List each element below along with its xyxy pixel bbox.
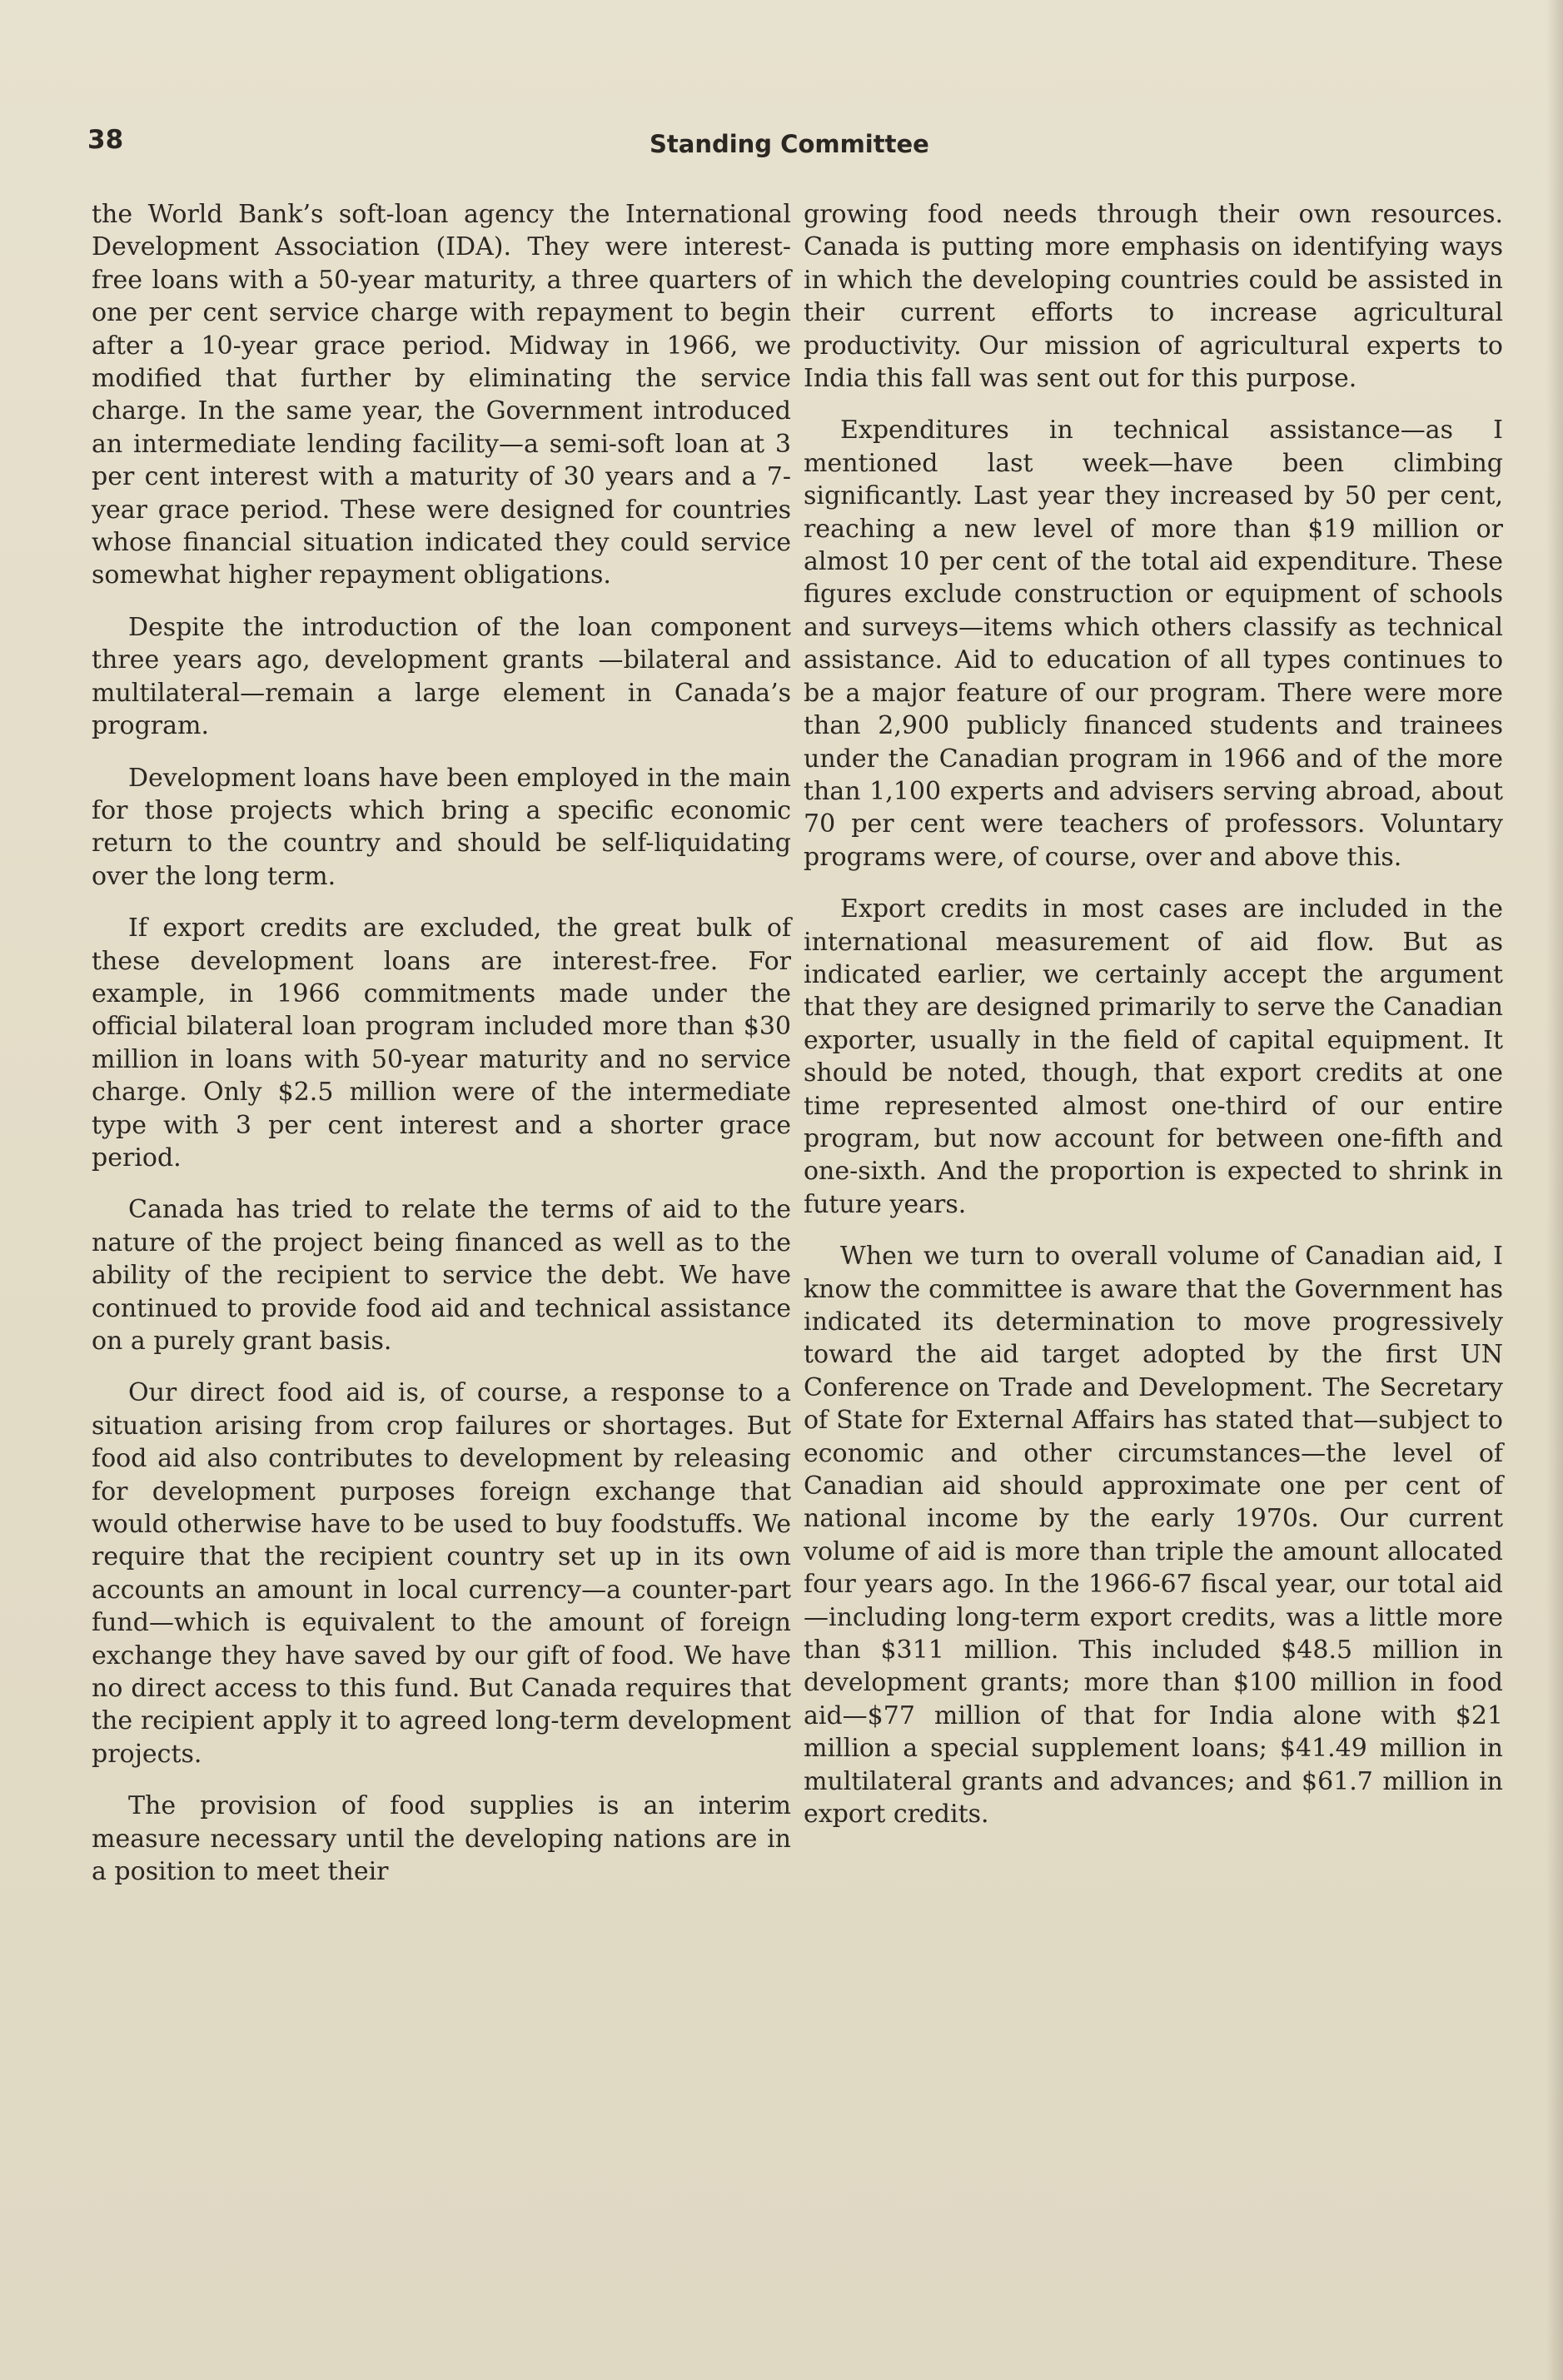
- left-column: [92, 198, 791, 1908]
- paragraph: Canada has tried to relate the terms of aid to the nature of the project being financed as well as to the ability of the recipient to service the debt. We have continued to provide food aid and technical assistance on a purely grant basis.: [92, 1195, 791, 1356]
- paragraph: Expenditures in technical assistance—as I mentioned last week—have been climbing significantly. Last year they increased by 50 per cent, reaching a new level of more than $19 million or almost 10 per cent of the total aid expenditure. These figures exclude construction or equipment of schools and surveys—items which others classify as technical assistance. Aid to education of all types continues to be a major feature of our program. There were more than 2,900 publicly financed students and trainees under the Canadian program in 1966 and of the more than 1,100 experts and advisers serving abroad, about 70 per cent were teachers of professors. Voluntary programs were, of course, over and above this.: [804, 416, 1503, 872]
- paragraph: Our direct food aid is, of course, a response to a situation arising from crop failures or shortages. But food aid also contributes to development by releasing for development purposes foreign exchange that would otherwise have to be used to buy foodstuffs. We require that the recipient country set up in its own accounts an amount in local currency—a counter-part fund—which is equivalent to the amount of foreign exchange they have saved by our gift of food. We have no direct access to this fund. But Canada requires that the recipient apply it to agreed long-term development projects.: [92, 1378, 791, 1769]
- paragraph: growing food needs through their own resources. Canada is putting more emphasis on identifying ways in which the developing countries could be assisted in their current efforts to increase agricultural productivity. Our mission of agricultural experts to India this fall was sent out for this purpose.: [804, 200, 1503, 394]
- running-head: Standing Committee: [650, 130, 929, 158]
- page-number: 38: [87, 125, 124, 155]
- page-edge-shadow: [1546, 0, 1563, 2380]
- paragraph: the World Bank’s soft-loan agency the International Development Association (IDA). They were interest-free loans with a 50-year maturity, a three quarters of one per cent service charge with repayment to begin after a 10-year grace period. Midway in 1966, we modified that further by eliminating the service charge. In the same year, the Government introduced an intermediate lending facility—a semi-soft loan at 3 per cent interest with a maturity of 30 years and a 7-year grace period. These were designed for countries whose financial situation indicated they could service somewhat higher repayment obligations.: [92, 200, 791, 590]
- paragraph: Despite the introduction of the loan component three years ago, development grants —bilateral and multilateral—remain a large element in Canada’s program.: [92, 612, 791, 741]
- paragraph: When we turn to overall volume of Canadian aid, I know the committee is aware that the Government has indicated its determination to move progressively toward the aid target adopted by the first UN Conference on Trade and Development. The Secretary of State for External Affairs has stated that—subject to economic and other circumstances—the level of Canadian aid should approximate one per cent of national income by the early 1970s. Our current volume of aid is more than triple the amount allocated four years ago. In the 1966-67 fiscal year, our total aid—including long-term export credits, was a little more than $311 million. This included $48.5 million in development grants; more than $100 million in food aid—$77 million of that for India alone with $21 million a special supplement loans; $41.49 million in multilateral grants and advances; and $61.7 million in export credits.: [804, 1242, 1503, 1830]
- paragraph: If export credits are excluded, the great bulk of these development loans are interest-free. For example, in 1966 commitments made under the official bilateral loan program included more than $30 million in loans with 50-year maturity and no service charge. Only $2.5 million were of the intermediate type with 3 per cent interest and a shorter grace period.: [92, 914, 791, 1173]
- paragraph: Export credits in most cases are included in the international measurement of aid flow. But as indicated earlier, we certainly accept the argument that they are designed primarily to serve the Canadian exporter, usually in the field of capital equipment. It should be noted, though, that export credits at one time represented almost one-third of our entire program, but now account for between one-fifth and one-sixth. And the proportion is expected to shrink in future years.: [804, 894, 1503, 1219]
- page-header: [87, 125, 1503, 175]
- paragraph: The provision of food supplies is an interim measure necessary until the developing nations are in a position to meet their: [92, 1791, 791, 1887]
- right-column: [804, 198, 1503, 1850]
- paragraph: Development loans have been employed in the main for those projects which bring a specific economic return to the country and should be self-liquidating over the long term.: [92, 763, 791, 891]
